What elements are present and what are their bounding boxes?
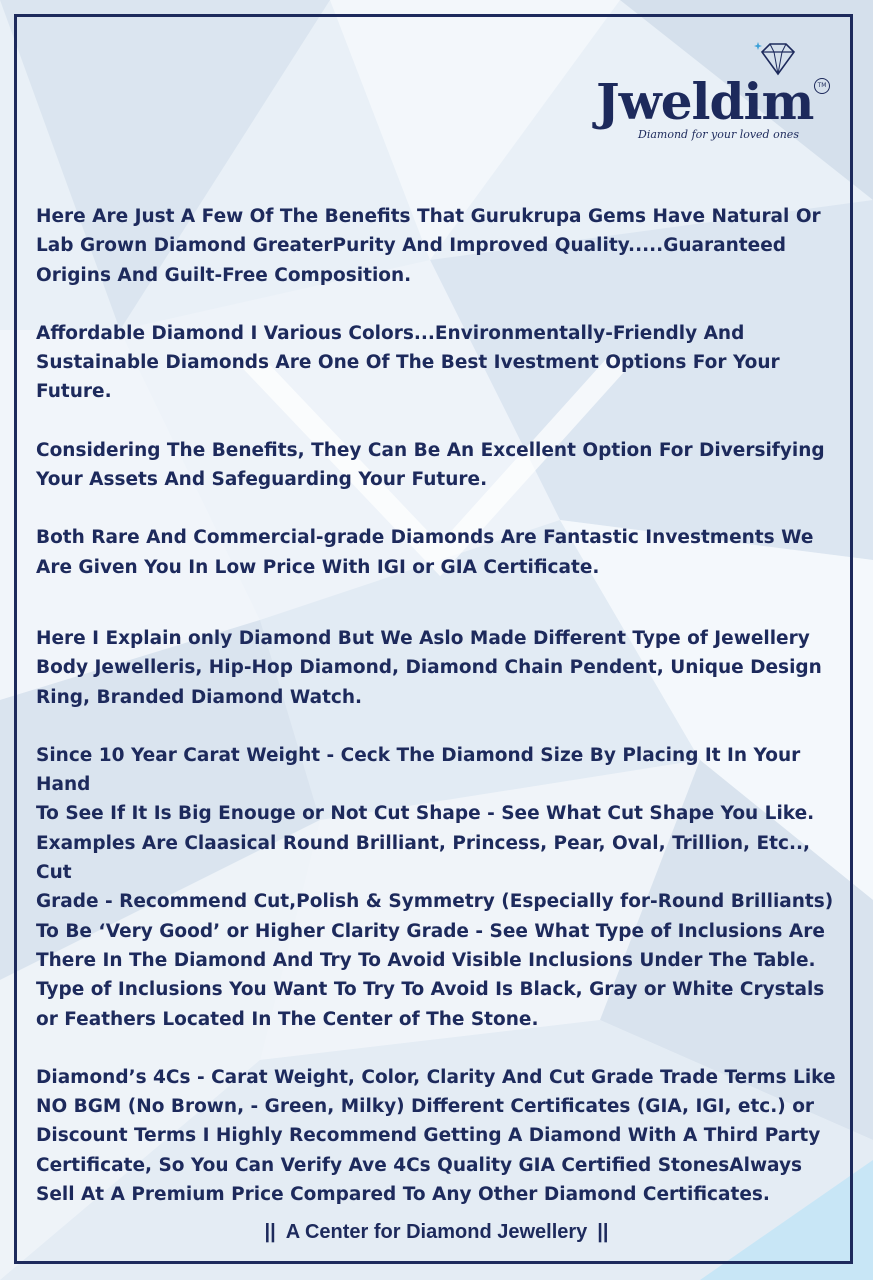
paragraph-4cs: Diamond’s 4Cs - Carat Weight, Color, Clarity And Cut Grade Trade Terms Like NO BGM (No Brown, - Green, Milky) Different Certificates (GIA, IGI, etc.) or Discount Terms I Highly Recommend Getting A Diamond With A Third Party Certificate, So You Can Verify Ave 4Cs Quality GIA Certified StonesAlways Sell At A Premium Price Compared To Any Other Diamond Certificates.	[36, 1066, 836, 1206]
body-content	[36, 202, 848, 1209]
footer-text: A Center for Diamond Jewellery	[285, 1221, 588, 1243]
footer-tagline	[0, 1218, 873, 1246]
paragraph-affordable: Affordable Diamond I Various Colors...Environmentally-Friendly And Sustainable Diamonds Are One Of The Best Ivestment Options For Your Future.	[36, 322, 780, 403]
footer-right-bars: ||	[597, 1221, 609, 1243]
brand-logo	[596, 40, 836, 150]
paragraph-investments: Both Rare And Commercial-grade Diamonds Are Fantastic Investments We Are Given You In Low Price With IGI or GIA Certificate.	[36, 527, 814, 578]
footer-left-bars: ||	[264, 1221, 276, 1243]
paragraph-benefits: Here Are Just A Few Of The Benefits That Gurukrupa Gems Have Natural Or Lab Grown Diamond GreaterPurity And Improved Quality.....Guaranteed Origins And Guilt-Free Composition.	[36, 206, 821, 286]
brand-tagline: Diamond for your loved ones	[638, 128, 799, 141]
trademark-badge: TM	[814, 78, 830, 94]
brand-name: Jweldim	[596, 72, 814, 131]
paragraph-buying-guide: Since 10 Year Carat Weight - Ceck The Diamond Size By Placing It In Your Hand To See If It Is Big Enouge or Not Cut Shape - See What Cut Shape You Like. Examples Are Claasical Round Brilliant, Princess, Pear, Oval, Trillion, Etc.., Cut Grade - Recommend Cut,Polish & Symmetry (Especially for-Round Brilliants) To Be ‘Very Good’ or Higher Clarity Grade - See What Type of Inclusions Are There In The Diamond And Try To Avoid Visible Inclusions Under The Table. Type of Inclusions You Want To Try To Avoid Is Black, Gray or White Crystals or Feathers Located In The Center of The Stone.	[36, 744, 834, 1030]
paragraph-jewellery-types: Here I Explain only Diamond But We Aslo Made Different Type of Jewellery Body Jewelleris, Hip-Hop Diamond, Diamond Chain Pendent, Unique Design Ring, Branded Diamond Watch.	[36, 627, 822, 708]
paragraph-considering: Considering The Benefits, They Can Be An Excellent Option For Diversifying Your Assets And Safeguarding Your Future.	[36, 439, 825, 491]
